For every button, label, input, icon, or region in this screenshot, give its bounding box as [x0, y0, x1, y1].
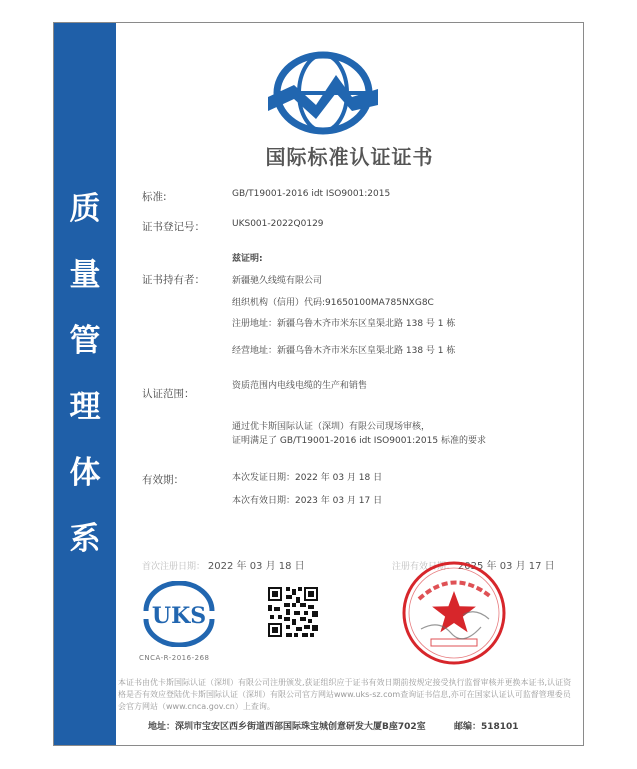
side-char: 系 — [69, 521, 101, 557]
footer-contact — [148, 719, 519, 732]
expire-date: 本次有效日期：2023 年 03 月 17 日 — [232, 496, 383, 506]
validity-label: 有效期： — [142, 474, 184, 486]
qr-code-icon — [268, 587, 318, 637]
holder-heading: 兹证明: — [232, 254, 263, 264]
standard-label: 标准: — [142, 191, 167, 203]
first-registration — [142, 557, 305, 572]
first-registration-value: 2022 年 03 月 18 日 — [207, 561, 305, 572]
certificate-notice: 本证书由优卡斯国际认证（深圳）有限公司注册颁发,获证组织应于证书有效日期前按规定接受执行监督审核并更换本证书,认证资格是否有效应登陆优卡斯国际认证（深圳）有限公司官方网站www.uks-sz.com查询证书信息,亦可在国家认证认可监督管理委员会官方网站（www.cnca.gov.cn）上查询。 — [118, 678, 572, 711]
footer-address: 地址：深圳市宝安区西乡街道西部国际珠宝城创意研发大厦B座702室 — [148, 722, 426, 732]
side-char: 管 — [69, 323, 101, 359]
footer-postcode: 邮编：518101 — [453, 722, 519, 732]
scope-label: 认证范围： — [142, 388, 195, 400]
holder-label: 证书持有者： — [142, 274, 205, 286]
holder-name: 新疆驰久线缆有限公司 — [232, 276, 323, 286]
registration-validity-label: 注册有效日期： — [392, 562, 456, 572]
holder-operating-address: 经营地址：新疆乌鲁木齐市米东区皇渠北路 138 号 1 栋 — [232, 346, 456, 356]
certificate-title: 国际标准认证证书 — [265, 145, 434, 169]
registration-value: UKS001-2022Q0129 — [232, 219, 324, 229]
first-registration-label: 首次注册日期： — [142, 562, 206, 572]
company-seal-icon — [399, 559, 509, 667]
holder-code: 组织机构（信用）代码:91650100MA785NXG8C — [232, 298, 434, 308]
audit-line-1: 通过优卡斯国际认证（深圳）有限公司现场审核， — [232, 422, 431, 432]
cnca-code: CNCA-R-2016-268 — [139, 654, 210, 662]
standard-value: GB/T19001-2016 idt ISO9001:2015 — [232, 189, 391, 199]
uks-globe-logo-icon — [264, 49, 382, 139]
certificate — [53, 22, 584, 746]
issue-date: 本次发证日期：2022 年 03 月 18 日 — [232, 473, 383, 483]
registration-validity-value: 2025 年 03 月 17 日 — [457, 561, 555, 572]
uks-emblem-icon — [142, 581, 216, 647]
side-char: 质 — [69, 191, 101, 227]
side-char: 理 — [69, 389, 101, 425]
uks-emblem-text: UKS — [151, 603, 207, 629]
registration-label: 证书登记号： — [142, 221, 205, 233]
holder-registered-address: 注册地址：新疆乌鲁木齐市米东区皇渠北路 138 号 1 栋 — [232, 319, 456, 329]
side-char: 量 — [69, 257, 101, 293]
audit-line-2: 证明满足了 GB/T19001-2016 idt ISO9001:2015 标准的要求 — [232, 436, 486, 446]
scope-value: 资质范围内电线电缆的生产和销售 — [232, 381, 368, 391]
side-char: 体 — [69, 455, 101, 491]
side-banner — [54, 23, 116, 745]
